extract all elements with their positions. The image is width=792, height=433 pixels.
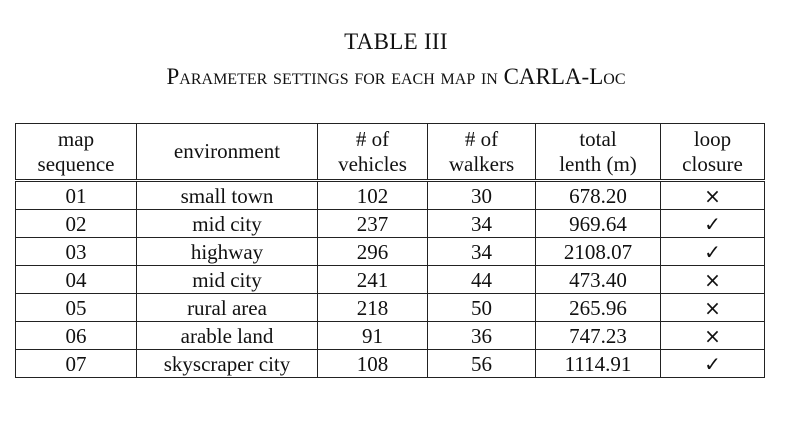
cross-mark-icon — [661, 322, 765, 350]
column-header-total-length — [536, 124, 661, 181]
cell-environment: mid city — [137, 210, 318, 238]
loop-closure-mark: ✓ — [704, 351, 721, 376]
header-line: vehicles — [338, 151, 407, 176]
cell-environment: highway — [137, 238, 318, 266]
loop-closure-mark: × — [704, 183, 721, 208]
cell-walkers: 50 — [428, 294, 536, 322]
cell-sequence: 07 — [16, 350, 137, 378]
caption-part: oc — [603, 64, 626, 89]
cell-vehicles: 91 — [318, 322, 428, 350]
cell-length: 1114.91 — [536, 350, 661, 378]
column-header-loop-closure — [661, 124, 765, 181]
table-row — [16, 210, 765, 238]
cell-length: 969.64 — [536, 210, 661, 238]
cell-walkers: 44 — [428, 266, 536, 294]
cell-vehicles: 241 — [318, 266, 428, 294]
cell-environment: rural area — [137, 294, 318, 322]
table-row — [16, 238, 765, 266]
header-row — [16, 124, 765, 181]
cell-environment: arable land — [137, 322, 318, 350]
cell-length: 678.20 — [536, 181, 661, 210]
cell-walkers: 30 — [428, 181, 536, 210]
cell-sequence: 01 — [16, 181, 137, 210]
cell-sequence: 03 — [16, 238, 137, 266]
cell-walkers: 34 — [428, 238, 536, 266]
cell-environment: mid city — [137, 266, 318, 294]
cell-vehicles: 218 — [318, 294, 428, 322]
cell-environment: small town — [137, 181, 318, 210]
table-row — [16, 294, 765, 322]
header-line: closure — [682, 151, 743, 176]
header-line: map — [57, 126, 95, 151]
cell-length: 265.96 — [536, 294, 661, 322]
cell-length: 747.23 — [536, 322, 661, 350]
header-line: # of — [464, 126, 499, 151]
cell-sequence: 05 — [16, 294, 137, 322]
cell-length: 473.40 — [536, 266, 661, 294]
column-header-map-sequence — [16, 124, 137, 181]
header-line: walkers — [448, 151, 515, 176]
table-row — [16, 350, 765, 378]
check-mark-icon — [661, 350, 765, 378]
header-line: environment — [173, 139, 281, 163]
column-header-environment — [137, 124, 318, 181]
table-row — [16, 181, 765, 210]
cell-vehicles: 237 — [318, 210, 428, 238]
check-mark-icon — [661, 210, 765, 238]
loop-closure-mark: ✓ — [704, 211, 721, 236]
caption-part: P — [166, 64, 180, 89]
caption-part: CARLA-L — [503, 64, 604, 89]
cell-walkers: 56 — [428, 350, 536, 378]
loop-closure-mark: × — [704, 267, 721, 292]
cell-vehicles: 296 — [318, 238, 428, 266]
cell-sequence: 06 — [16, 322, 137, 350]
table-row — [16, 266, 765, 294]
cell-walkers: 36 — [428, 322, 536, 350]
header-line: loop — [693, 126, 732, 151]
cross-mark-icon — [661, 181, 765, 210]
cell-length: 2108.07 — [536, 238, 661, 266]
header-line: sequence — [37, 151, 115, 176]
cell-vehicles: 108 — [318, 350, 428, 378]
header-line: lenth (m) — [559, 151, 637, 176]
cell-vehicles: 102 — [318, 181, 428, 210]
cross-mark-icon — [661, 266, 765, 294]
caption-part: arameter settings for each map in — [179, 64, 504, 89]
loop-closure-mark: × — [704, 295, 721, 320]
check-mark-icon — [661, 238, 765, 266]
cross-mark-icon — [661, 294, 765, 322]
parameter-table — [15, 123, 765, 378]
column-header-vehicles — [318, 124, 428, 181]
cell-environment: skyscraper city — [137, 350, 318, 378]
table-label: TABLE III — [344, 29, 448, 54]
column-header-walkers — [428, 124, 536, 181]
cell-walkers: 34 — [428, 210, 536, 238]
header-line: # of — [355, 126, 390, 151]
table-row — [16, 322, 765, 350]
header-line: total — [579, 126, 617, 151]
cell-sequence: 02 — [16, 210, 137, 238]
table-caption — [0, 62, 792, 92]
cell-sequence: 04 — [16, 266, 137, 294]
loop-closure-mark: ✓ — [704, 239, 721, 264]
loop-closure-mark: × — [704, 323, 721, 348]
